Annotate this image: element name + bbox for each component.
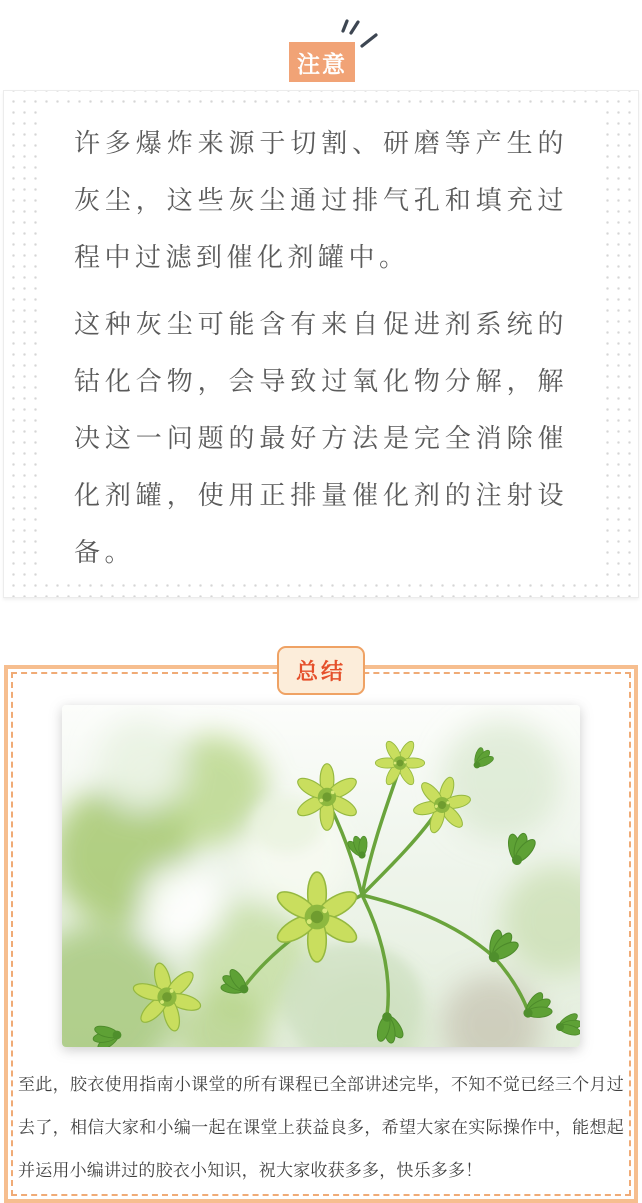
notice-paragraph-2: 这种灰尘可能含有来自促进剂系统的钴化合物，会导致过氧化物分解，解决这一问题的最好方法是完全消除催化剂罐，使用正排量催化剂的注射设备。 — [74, 309, 568, 567]
notice-box — [3, 90, 639, 598]
blossom-photo — [62, 705, 580, 1047]
summary-badge: 总结 — [277, 646, 365, 695]
emphasis-sparkle-icon — [338, 18, 380, 52]
notice-text-area — [40, 111, 602, 579]
summary-box — [4, 659, 638, 1203]
notice-paragraph-1: 许多爆炸来源于切割、研磨等产生的灰尘，这些灰尘通过排气孔和填充过程中过滤到催化剂罐中。 — [74, 128, 568, 272]
notice-section — [0, 0, 642, 598]
summary-paragraph: 至此，胶衣使用指南小课堂的所有课程已全部讲述完毕，不知不觉已经三个月过去了，相信大家和小编一起在课堂上获益良多，希望大家在实际操作中，能想起并运用小编讲过的胶衣小知识，祝大家收获多多，快乐多多！ — [18, 1075, 624, 1180]
notice-badge: 注意 — [289, 42, 355, 82]
blossom-photo-image — [62, 705, 580, 1047]
summary-section — [0, 659, 642, 1203]
